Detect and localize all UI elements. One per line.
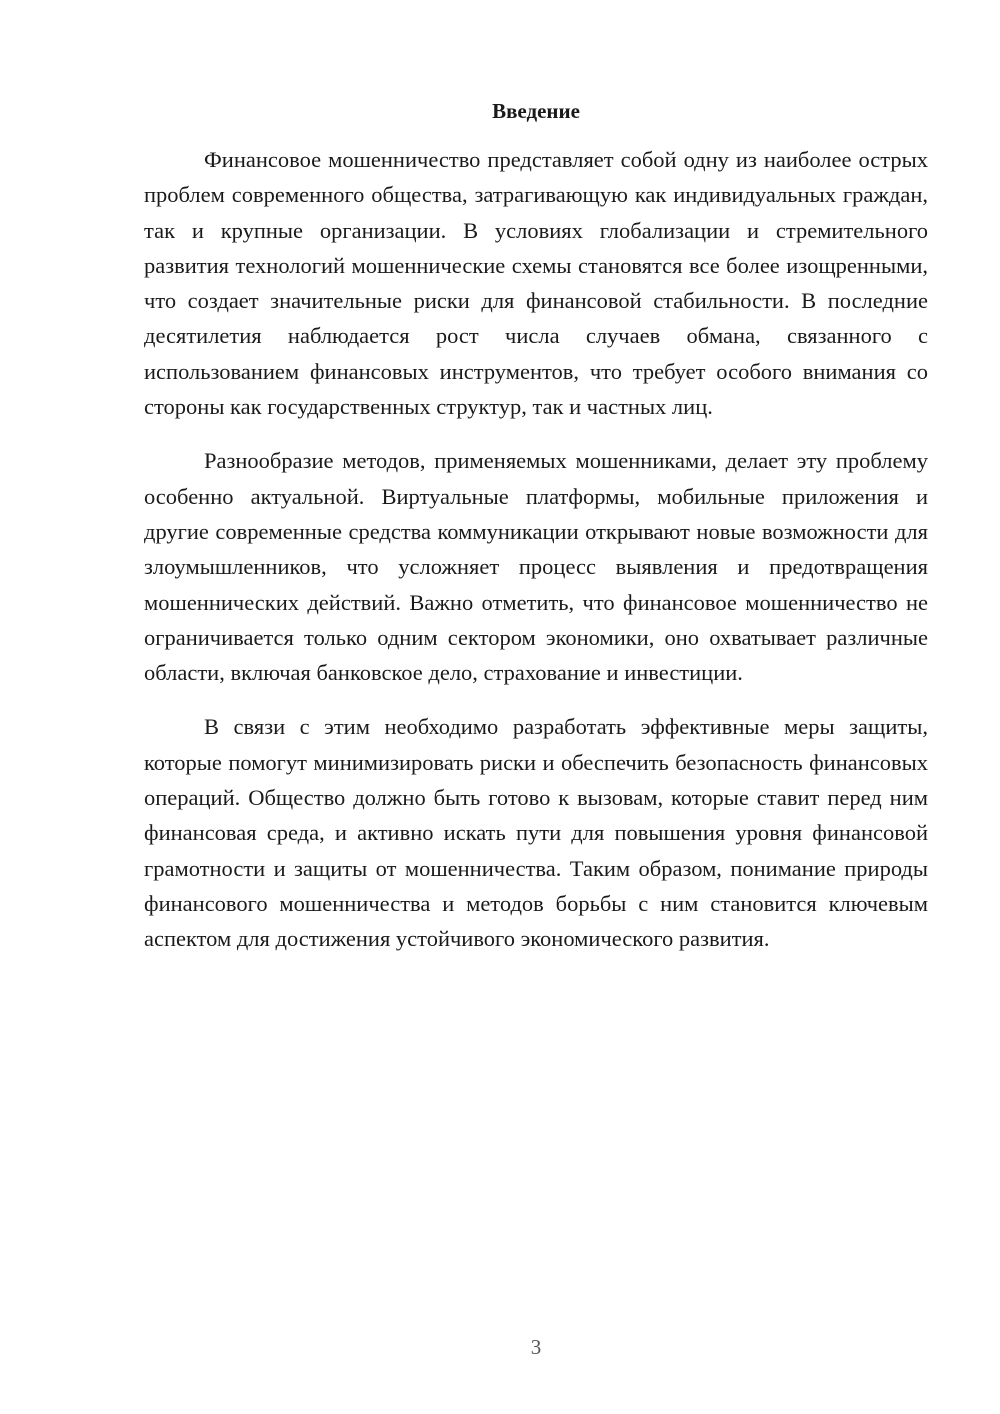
page-number: 3 [530,1335,542,1359]
paragraph-3: В связи с этим необходимо разработать эффективные меры защиты, которые помогут минимизировать риски и обеспечить безопасность финансовых операций. Общество должно быть готово к вызовам, которые ставит перед ним финансовая среда, и активно искать пути для повышения уровня финансовой грамотности и защиты от мошенничества. Таким образом, понимание природы финансового мошенничества и методов борьбы с ним становится ключевым аспектом для достижения устойчивого экономического развития. [144,714,928,952]
paragraph-2: Разнообразие методов, применяемых мошенниками, делает эту проблему особенно актуальной. Виртуальные платформы, мобильные приложения и другие современные средства коммуникации открывают новые возможности для злоумышленников, что усложняет процесс выявления и предотвращения мошеннических действий. Важно отметить, что финансовое мошенничество не ограничивается только одним сектором экономики, оно охватывает различные области, включая банковское дело, страхование и инвестиции. [144,448,928,686]
document-body [144,142,928,976]
page-title: Введение [492,99,580,123]
paragraph-1: Финансовое мошенничество представляет собой одну из наиболее острых проблем современного общества, затрагивающую как индивидуальных граждан, так и крупные организации. В условиях глобализации и стремительного развития технологий мошеннические схемы становятся все более изощренными, что создает значительные риски для финансовой стабильности. В последние десятилетия наблюдается рост числа случаев обмана, связанного с использованием финансовых инструментов, что требует особого внимания со стороны как государственных структур, так и частных лиц. [144,147,928,420]
